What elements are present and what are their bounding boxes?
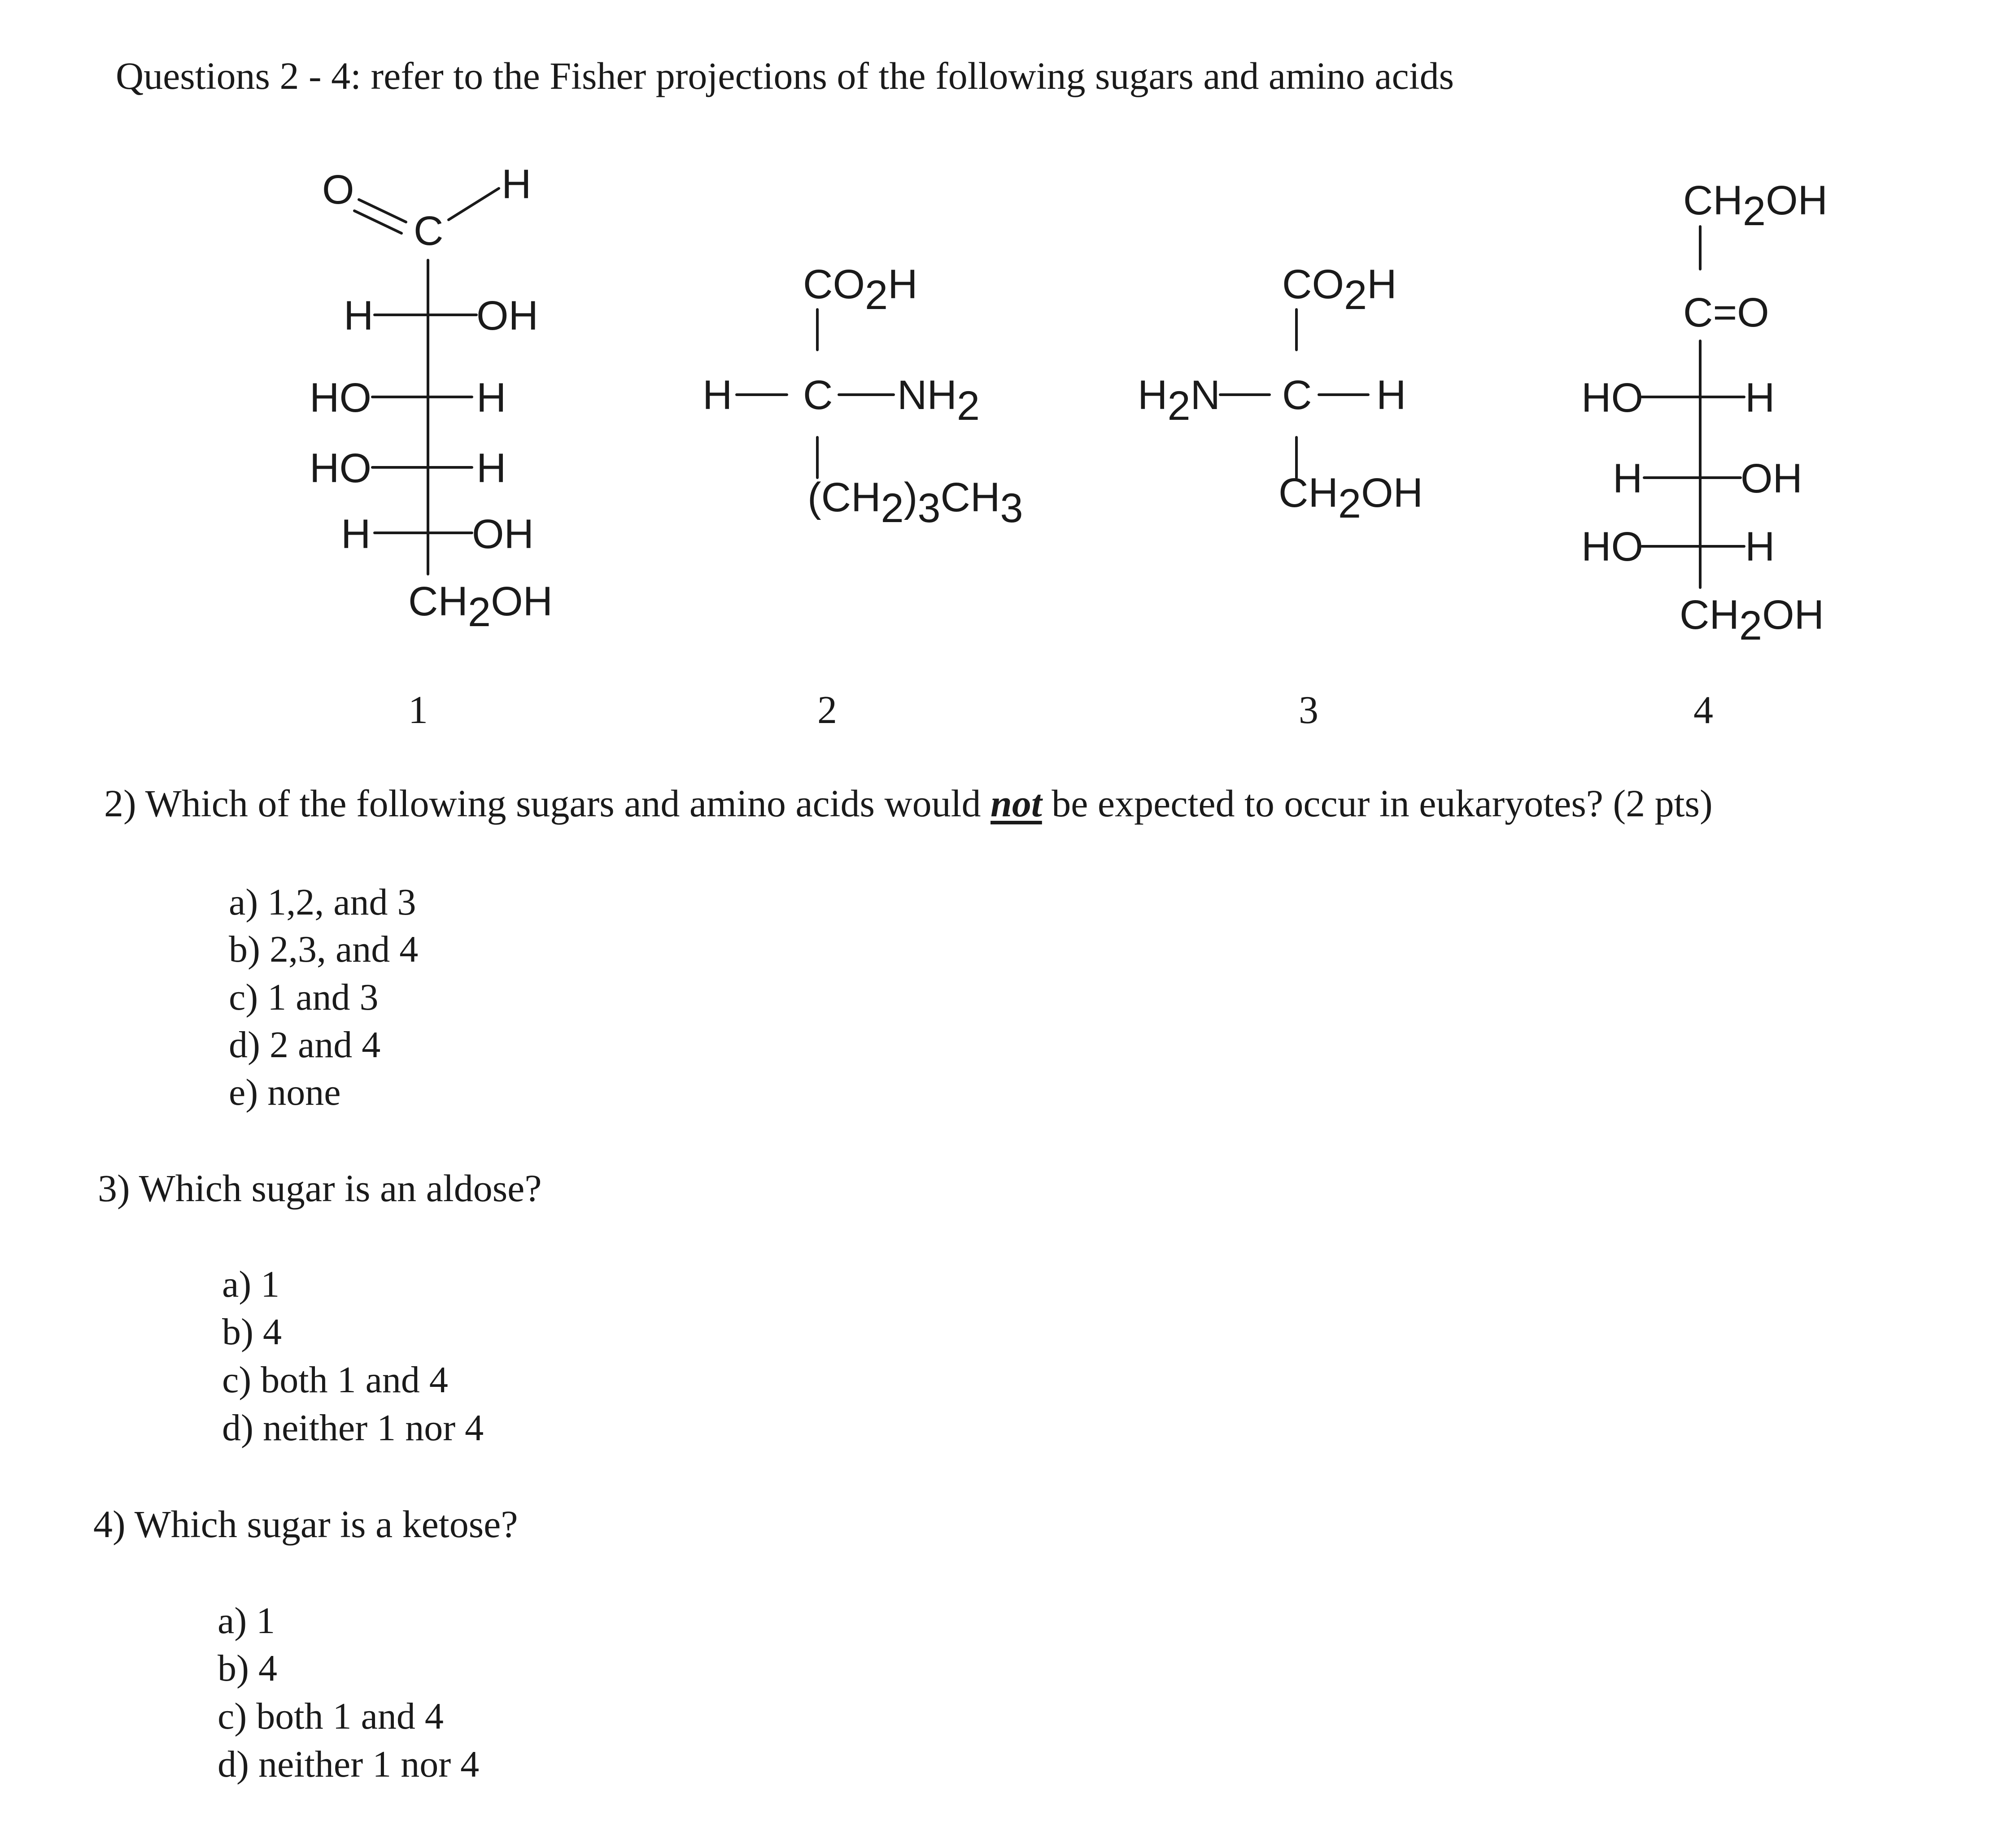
s2-bottom-chain: (CH2)3CH3 xyxy=(807,475,1023,531)
structure-3 xyxy=(1138,261,1423,527)
q4-option-b[interactable]: b) 4 xyxy=(218,1647,277,1689)
q2-option-c[interactable]: c) 1 and 3 xyxy=(229,976,379,1018)
q2-option-d[interactable]: d) 2 and 4 xyxy=(229,1024,381,1066)
structure-1 xyxy=(310,161,553,635)
question-3-text: 3) Which sugar is an aldose? xyxy=(98,1167,542,1210)
s2-left-H: H xyxy=(703,372,733,418)
q2-suffix: be expected to occur in eukaryotes? (2 pts) xyxy=(1052,782,1713,825)
s2-center-C: C xyxy=(803,372,833,418)
s3-top-co2h: CO2H xyxy=(1282,261,1397,318)
structure-3-number: 3 xyxy=(1299,688,1318,732)
q2-option-a[interactable]: a) 1,2, and 3 xyxy=(229,881,416,923)
s1-bond-C-H xyxy=(449,188,499,220)
s3-bottom-ch2oh: CH2OH xyxy=(1279,470,1423,527)
s4-row2-right: OH xyxy=(1741,456,1802,501)
structure-2-number: 2 xyxy=(817,688,837,732)
structure-2 xyxy=(703,261,1023,531)
s1-row2-right: H xyxy=(476,375,506,421)
questions-intro: Questions 2 - 4: refer to the Fisher projections of the following sugars and amino acids xyxy=(116,54,1454,97)
s3-right-H: H xyxy=(1376,372,1406,418)
s1-double-bond-2 xyxy=(354,211,401,233)
s4-row3-right: H xyxy=(1745,524,1775,570)
q4-option-a[interactable]: a) 1 xyxy=(218,1600,275,1642)
q3-option-d[interactable]: d) neither 1 nor 4 xyxy=(222,1407,484,1449)
question-4-text: 4) Which sugar is a ketose? xyxy=(93,1503,518,1546)
s4-top-ch2oh: CH2OH xyxy=(1683,178,1828,234)
s3-center-C: C xyxy=(1282,372,1312,418)
s4-row3-left: HO xyxy=(1581,524,1643,570)
structure-4-number: 4 xyxy=(1693,688,1713,732)
q3-option-c[interactable]: c) both 1 and 4 xyxy=(222,1359,448,1401)
structure-4 xyxy=(1581,178,1828,649)
structure-1-number: 1 xyxy=(408,688,428,732)
s3-left-h2n: H2N xyxy=(1138,372,1221,429)
s4-row2-left: H xyxy=(1613,456,1643,501)
question-2-text xyxy=(104,784,1713,823)
q3-option-b[interactable]: b) 4 xyxy=(222,1311,282,1353)
q3-option-a[interactable]: a) 1 xyxy=(222,1264,280,1305)
s1-row4-right: OH xyxy=(472,511,534,557)
s4-bottom-ch2oh: CH2OH xyxy=(1680,592,1824,649)
s1-row4-left: H xyxy=(341,511,371,557)
s1-row1-left: H xyxy=(344,293,374,339)
s1-row1-right: OH xyxy=(476,293,538,339)
s2-top-co2h: CO2H xyxy=(803,261,918,318)
s1-double-bond-1 xyxy=(359,200,406,222)
s1-bottom-ch2oh: CH2OH xyxy=(408,579,553,635)
s2-right-nh2: NH2 xyxy=(897,372,980,429)
q2-option-b[interactable]: b) 2,3, and 4 xyxy=(229,928,419,970)
q4-option-d[interactable]: d) neither 1 nor 4 xyxy=(218,1743,480,1785)
s1-row3-right: H xyxy=(476,445,506,491)
q2-prefix: 2) Which of the following sugars and amino acids would xyxy=(104,782,981,825)
s4-row1-left: HO xyxy=(1581,375,1643,421)
q4-option-c[interactable]: c) both 1 and 4 xyxy=(218,1695,444,1737)
s1-row2-left: HO xyxy=(310,375,371,421)
s4-carbonyl: C=O xyxy=(1683,290,1769,335)
q2-option-e[interactable]: e) none xyxy=(229,1072,341,1113)
s1-aldehyde-H: H xyxy=(502,161,532,207)
s1-row3-left: HO xyxy=(310,445,371,491)
s1-aldehyde-O: O xyxy=(322,167,354,213)
s1-aldehyde-C: C xyxy=(414,208,444,254)
q2-emphasis-not: not xyxy=(991,782,1042,825)
s4-row1-right: H xyxy=(1745,375,1775,421)
